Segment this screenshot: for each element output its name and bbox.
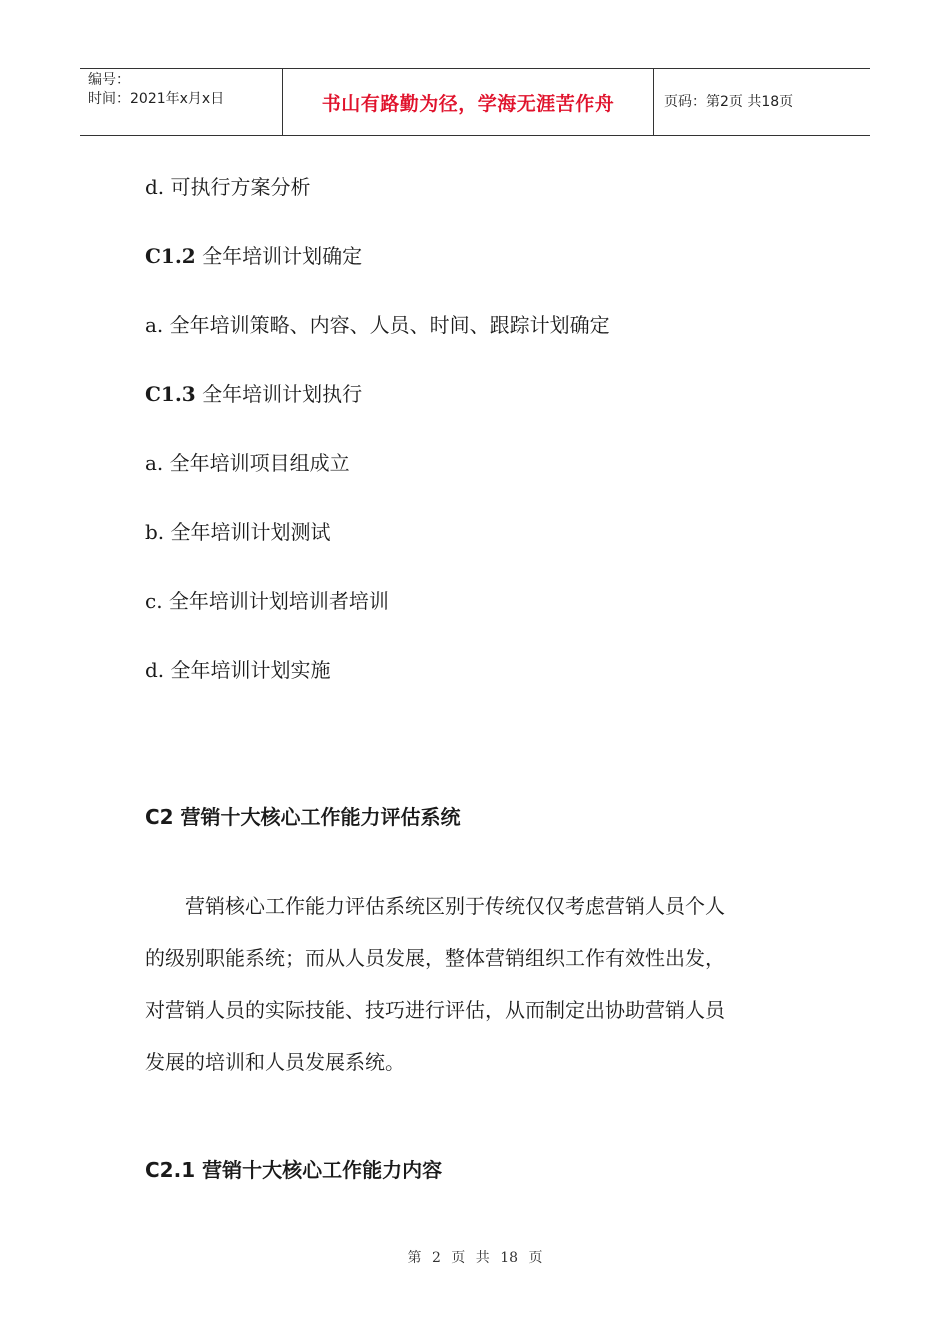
section-heading-c2: C2 营销十大核心工作能力评估系统 [145,805,461,829]
date-label: 时间：2021年x月x日 [88,91,225,107]
paragraph-line: 营销核心工作能力评估系统区别于传统仅仅考虑营销人员个人 [145,894,725,918]
list-item: d. 可执行方案分析 [145,175,311,199]
list-item: a. 全年培训项目组成立 [145,451,350,475]
page-info: 页码：第2页 共18页 [664,93,794,110]
header-meta [80,69,282,135]
header-motto-cell [282,69,654,135]
page-footer: 第 2 页 共 18 页 [407,1250,543,1266]
list-item: d. 全年培训计划实施 [145,658,331,682]
paragraph-line: 发展的培训和人员发展系统。 [145,1050,405,1074]
section-number: C1.2 [145,244,196,268]
paragraph-line: 对营销人员的实际技能、技巧进行评估，从而制定出协助营销人员 [145,998,725,1022]
section-title: 全年培训计划确定 [195,244,363,268]
paragraph-line: 的级别职能系统；而从人员发展，整体营销组织工作有效性出发， [145,946,725,970]
body-paragraph [145,887,815,1095]
list-item: b. 全年培训计划测试 [145,520,331,544]
number-label: 编号： [88,72,130,88]
header-page-cell [654,69,870,135]
section-heading-c1-3 [145,378,362,407]
section-heading-c1-2 [145,240,362,269]
list-item: c. 全年培训计划培训者培训 [145,589,389,613]
section-title: 全年培训计划执行 [195,382,363,406]
list-item: a. 全年培训策略、内容、人员、时间、跟踪计划确定 [145,313,610,337]
page-header [80,68,870,136]
section-number: C1.3 [145,382,196,406]
motto-text: 书山有路勤为径，学海无涯苦作舟 [321,92,615,115]
section-heading-c2-1: C2.1 营销十大核心工作能力内容 [145,1158,443,1182]
